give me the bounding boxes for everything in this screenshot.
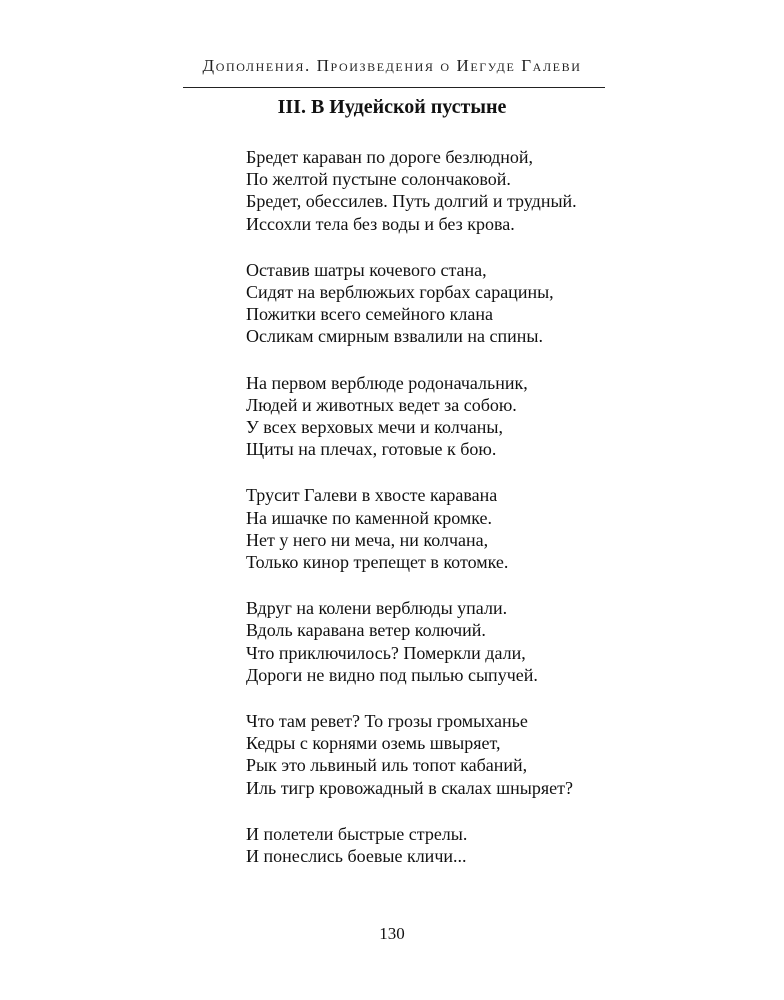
poem-line: По желтой пустыне солончаковой. xyxy=(246,169,511,190)
poem-line: У всех верховых мечи и колчаны, xyxy=(246,417,503,438)
poem-line: На первом верблюде родоначальник, xyxy=(246,372,528,393)
page-number: 130 xyxy=(379,924,405,943)
poem-line: Оставив шатры кочевого стана, xyxy=(246,259,487,280)
poem-line: Трусит Галеви в хвосте каравана xyxy=(246,485,498,506)
poem-line: На ишачке по каменной кромке. xyxy=(246,507,493,528)
stanza xyxy=(246,146,666,235)
poem-line: Рык это львиный иль топот кабаний, xyxy=(246,755,528,776)
poem-line: Пожитки всего семейного клана xyxy=(246,304,494,325)
stanza xyxy=(246,484,666,573)
poem-line: Вдоль каравана ветер колючий. xyxy=(246,620,486,641)
poem-line: Сидят на верблюжьих горбах сарацины, xyxy=(246,282,554,303)
poem-line: Щиты на плечах, готовые к бою. xyxy=(246,439,497,460)
poem-line: Нет у него ни меча, ни колчана, xyxy=(246,529,489,550)
poem-line: Иссохли тела без воды и без крова. xyxy=(246,213,515,234)
poem-title: III. В Иудейской пустыне xyxy=(277,96,507,118)
poem-line: И понеслись боевые кличи... xyxy=(246,846,467,867)
poem-line: Дороги не видно под пылью сыпучей. xyxy=(246,664,538,685)
poem-line: Бредет, обессилев. Путь долгий и трудный. xyxy=(246,191,577,212)
poem-line: Что приключилось? Померкли дали, xyxy=(246,642,526,663)
poem-line: Вдруг на колени верблюды упали. xyxy=(246,598,508,619)
poem-line: Кедры с корнями оземь швыряет, xyxy=(246,733,501,754)
stanza xyxy=(246,259,666,348)
stanza xyxy=(246,710,666,799)
running-head: Дополнения. Произведения о Иегуде Галеви xyxy=(202,56,582,75)
stanza xyxy=(246,597,666,686)
poem-line: Что там ревет? То грозы громыханье xyxy=(246,711,528,732)
poem-body xyxy=(246,146,666,891)
poem-line: Осликам смирным взвалили на спины. xyxy=(246,326,543,347)
poem-line: И полетели быстрые стрелы. xyxy=(246,823,468,844)
stanza xyxy=(246,823,666,867)
poem-line: Иль тигр кровожадный в скалах шныряет? xyxy=(246,777,573,798)
header-rule xyxy=(183,87,605,88)
stanza xyxy=(246,372,666,461)
poem-line: Людей и животных ведет за собою. xyxy=(246,394,517,415)
poem-line: Только кинор трепещет в котомке. xyxy=(246,552,509,573)
poem-line: Бредет караван по дороге безлюдной, xyxy=(246,147,534,167)
